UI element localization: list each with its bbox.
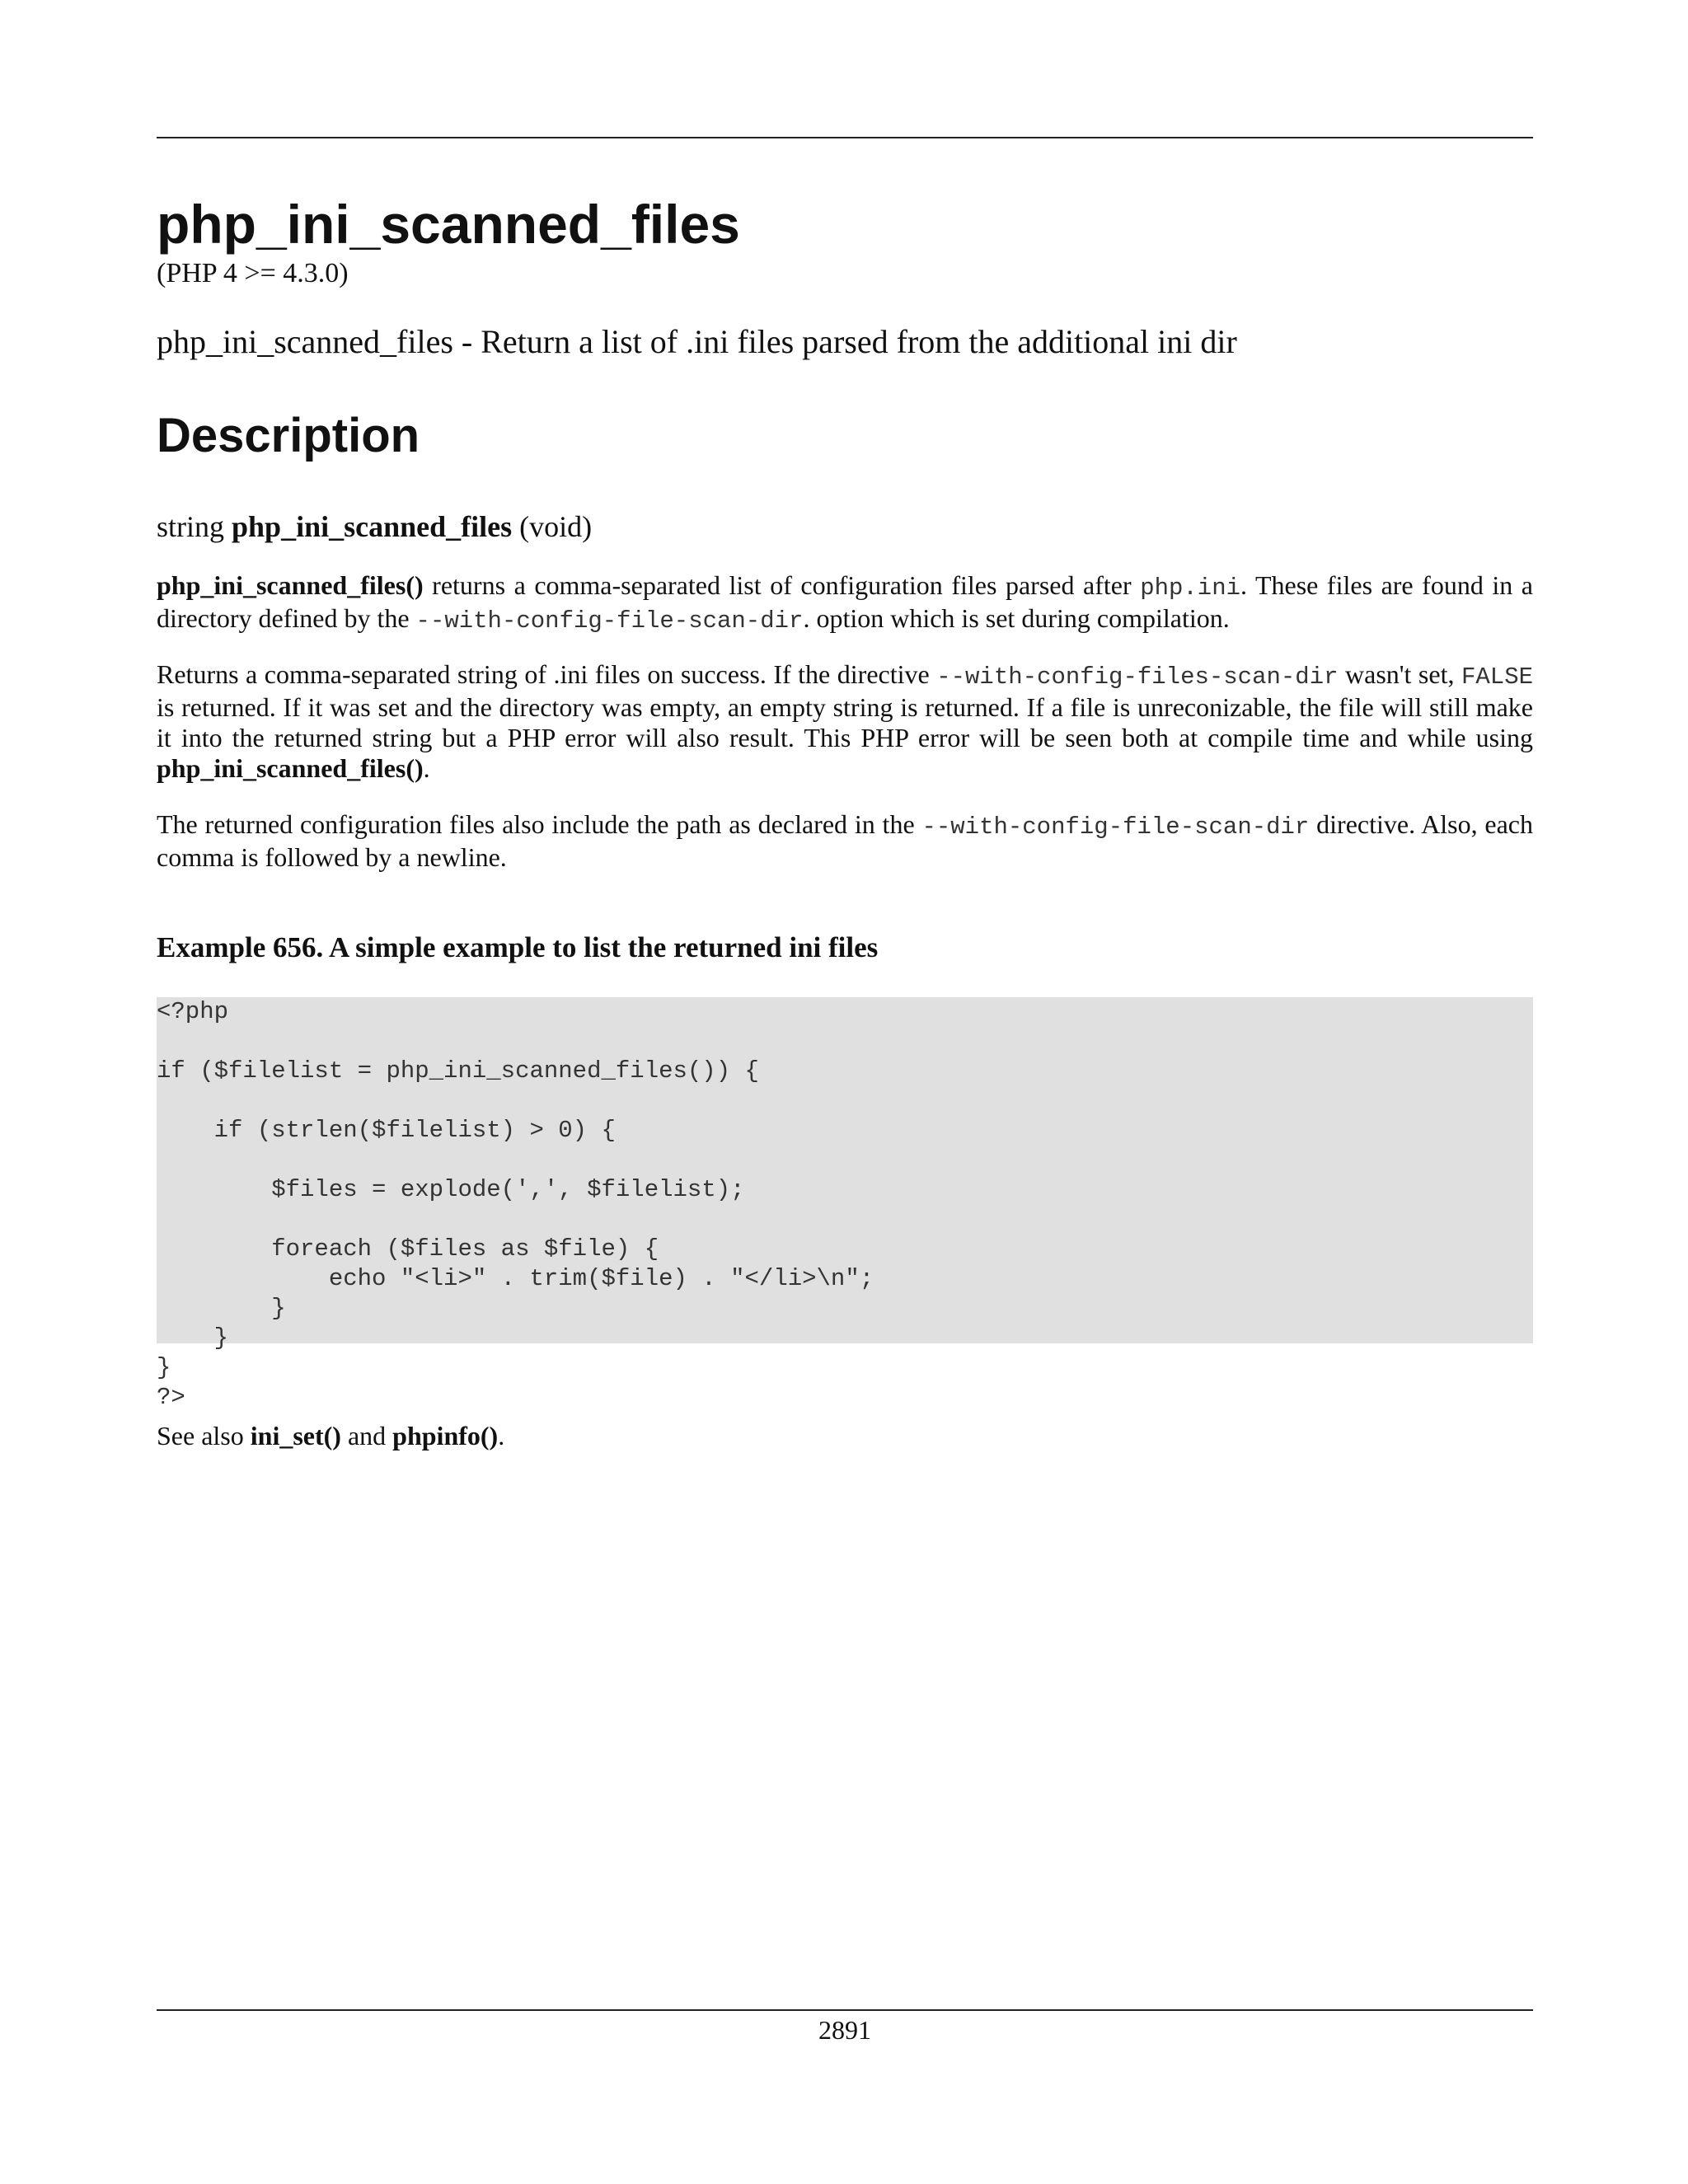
inline-code: php.ini [1140, 574, 1241, 602]
synopsis-function-name: php_ini_scanned_files [232, 510, 513, 543]
description-paragraph-1 [157, 570, 1533, 636]
see-also [157, 1419, 504, 1452]
example-title: Example 656. A simple example to list the returned ini files [157, 931, 879, 963]
synopsis-params: (void) [519, 510, 593, 543]
inline-code-constant: FALSE [1461, 663, 1534, 691]
text-run: See also [157, 1421, 251, 1451]
function-ref: php_ini_scanned_files() [157, 753, 424, 783]
synopsis-return-type: string [157, 510, 225, 543]
version-info: (PHP 4 >= 4.3.0) [157, 258, 349, 288]
link-phpinfo[interactable]: phpinfo() [392, 1421, 499, 1451]
refpurpose: php_ini_scanned_files - Return a list of .ini files parsed from the additional ini dir [157, 323, 1237, 360]
document-page [157, 0, 1533, 2184]
code-listing: <?php if ($filelist = php_ini_scanned_files()) { if (strlen($filelist) > 0) { $files = explode(',', $filelist); foreach ($files as $file) { echo "<li>" . trim($file) . "</li>\n"; } } } ?> [157, 998, 874, 1411]
text-run: . [423, 753, 430, 783]
text-run: . These files are found in a directory defined by the [157, 570, 1534, 633]
function-synopsis [157, 508, 592, 546]
header-rule [157, 137, 1533, 138]
text-run: . [498, 1421, 505, 1451]
text-run: Returns a comma-separated string of .ini files on success. If the directive [157, 659, 937, 689]
inline-code: --with-config-file-scan-dir [921, 813, 1310, 841]
text-run: directive. Also, each comma is followed by a newline. [157, 809, 1534, 872]
inline-code: --with-config-file-scan-dir [415, 607, 804, 635]
section-heading-description: Description [157, 409, 420, 462]
text-run: and [340, 1421, 393, 1451]
inline-code: --with-config-files-scan-dir [936, 663, 1339, 691]
function-ref: php_ini_scanned_files() [157, 570, 424, 600]
text-run: The returned configuration files also include the path as declared in the [157, 809, 922, 839]
text-run: returns a comma-separated list of configuration files parsed after [423, 570, 1141, 600]
text-run: . option which is set during compilation. [803, 603, 1230, 633]
page-title: php_ini_scanned_files [157, 194, 740, 255]
text-run: wasn't set, [1338, 659, 1461, 689]
description-paragraph-2 [157, 659, 1533, 784]
footer-rule [157, 2009, 1533, 2011]
description-paragraph-3 [157, 809, 1533, 873]
code-example-block [157, 997, 1533, 1411]
page-number: 2891 [818, 2015, 871, 2045]
link-ini-set[interactable]: ini_set() [250, 1421, 341, 1451]
text-run: is returned. If it was set and the directory was empty, an empty string is returned. If a file is unreconizable, the file will still make it into the returned string but a PHP error will also result. This PHP error will be seen both at compile time and while using [157, 692, 1533, 752]
